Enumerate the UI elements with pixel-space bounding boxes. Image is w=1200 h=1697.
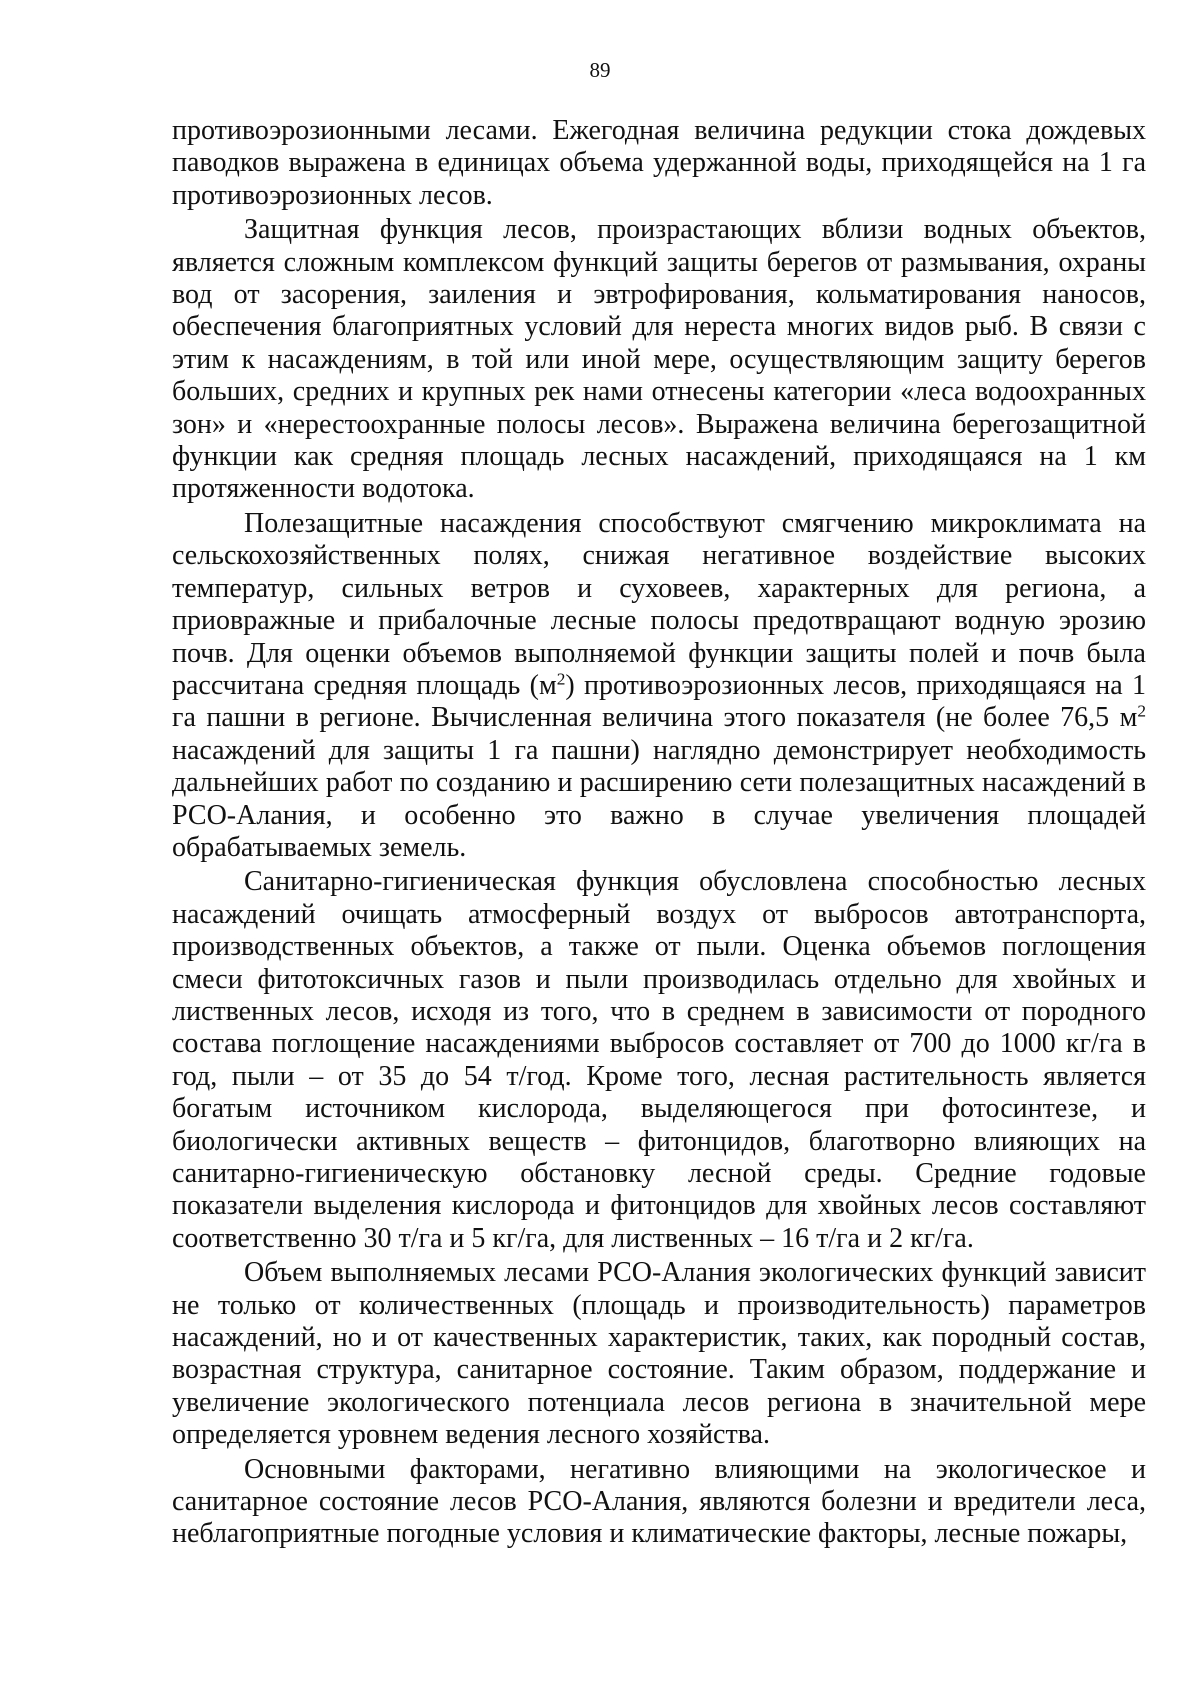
paragraph-water-protection: Защитная функция лесов, произрастающих вблизи водных объектов, является сложным комплексом функций защиты берегов от размывания, охраны вод от засорения, заиления и эвтрофирования, кольматирования наносов, обеспечения благоприятных условий для нереста многих видов рыб. В связи с этим к насаждениям, в той или иной мере, осуществляющим защиту берегов больших, средних и крупных рек нами отнесены категории «леса водоохранных зон» и «нерестоохранные полосы лесов». Выражена величина берегозащитной функции как средняя площадь лесных насаждений, приходящаяся на 1 км протяженности водотока. (172, 214, 1146, 505)
paragraph-sanitary-hygienic: Санитарно-гигиеническая функция обусловлена способностью лесных насаждений очищать атмосферный воздух от выбросов автотранспорта, производственных объектов, а также от пыли. Оценка объемов поглощения смеси фитотоксичных газов и пыли производилась отдельно для хвойных и лиственных лесов, исходя из того, что в среднем в зависимости от породного состава поглощение насаждениями выбросов составляет от 700 до 1000 кг/га в год, пыли – от 35 до 54 т/год. Кроме того, лесная растительность является богатым источником кислорода, выделяющегося при фотосинтезе, и биологически активных веществ – фитонцидов, благотворно влияющих на санитарно-гигиеническую обстановку лесной среды. Средние годовые показатели выделения кислорода и фитонцидов для хвойных лесов составляют соответственно 30 т/га и 5 кг/га, для лиственных – 16 т/га и 2 кг/га. (172, 866, 1146, 1254)
superscript-two: 2 (556, 669, 566, 689)
page-number: 89 (589, 58, 611, 82)
superscript-two: 2 (1137, 701, 1146, 721)
body-text (172, 115, 1146, 1551)
paragraph-negative-factors: Основными факторами, негативно влияющими на экологическое и санитарное состояние лесов РСО-Алания, являются болезни и вредители леса, неблагоприятные погодные условия и климатические факторы, лесные пожары, (172, 1453, 1146, 1550)
paragraph-ecological-volume: Объем выполняемых лесами РСО-Алания экологических функций зависит не только от количественных (площадь и производительность) параметров насаждений, но и от качественных характеристик, таких, как породный состав, возрастная структура, санитарное состояние. Таким образом, поддержание и увеличение экологического потенциала лесов региона в значительной мере определяется уровнем ведения лесного хозяйства. (172, 1257, 1146, 1451)
paragraph-continuation: противоэрозионными лесами. Ежегодная величина редукции стока дождевых паводков выражена в единицах объема удержанной воды, приходящейся на 1 га противоэрозионных лесов. (172, 115, 1146, 211)
paragraph-field-protection: Полезащитные насаждения способствуют смягчению микроклимата на сельскохозяйственных полях, снижая негативное воздействие высоких температур, сильных ветров и суховеев, характерных для региона, а приовражные и прибалочные лесные полосы предотвращают водную эрозию почв. Для оценки объемов выполняемой функции защиты полей и почв была рассчитана средняя площадь $(м^2)$ противоэрозионных лесов, приходящаяся на 1 га пашни в регионе. Вычисленная величина этого показателя (не более 76,5 $м^2$ насаждений для защиты 1 га пашни) наглядно демонстрирует необходимость дальнейших работ по созданию и расширению сети полезащитных насаждений в РСО-Алания, и особенно это важно в случае увеличения площадей обрабатываемых земель. (172, 507, 1146, 863)
